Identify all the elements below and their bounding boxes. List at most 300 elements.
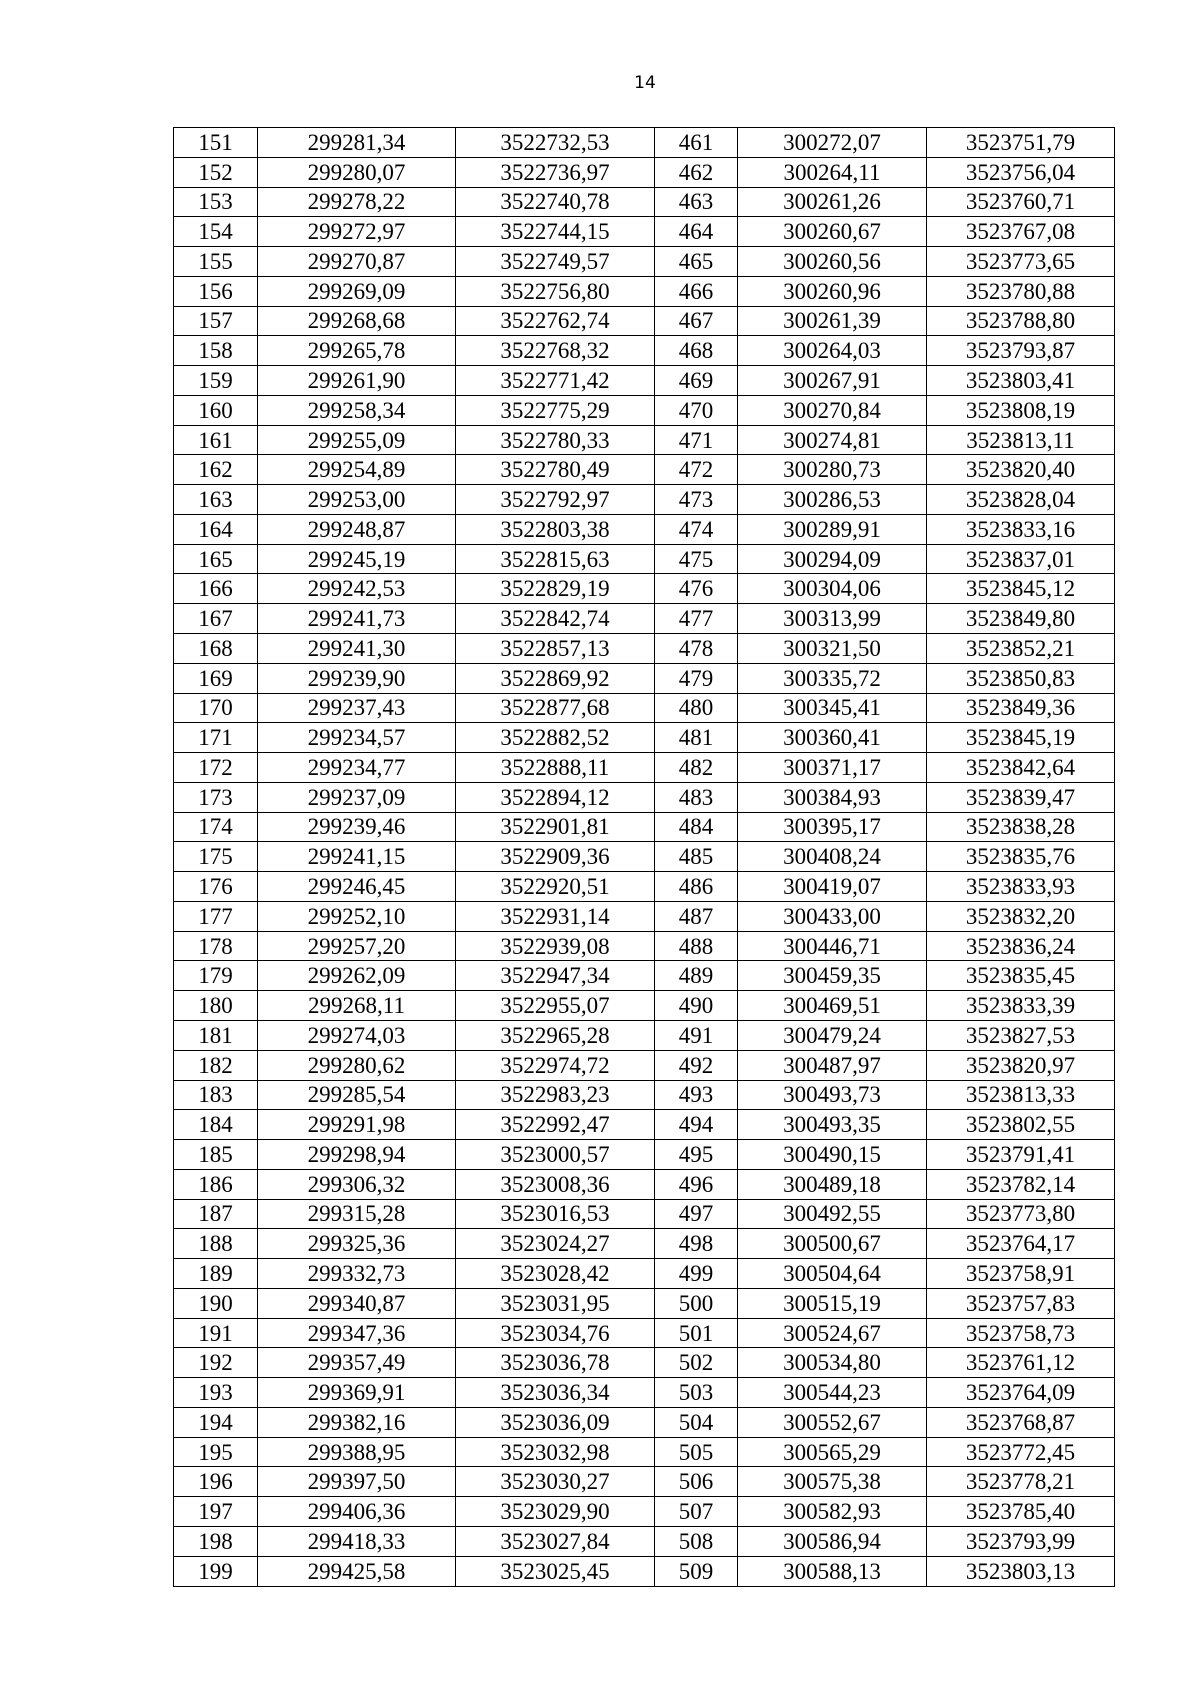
table-row	[174, 276, 1115, 306]
x-coordinate-cell: 300289,91	[738, 514, 927, 544]
x-coordinate-cell: 300294,09	[738, 544, 927, 574]
y-coordinate-cell: 3522869,92	[456, 663, 655, 693]
table-row	[174, 1229, 1115, 1259]
x-coordinate-cell: 299246,45	[258, 872, 456, 902]
y-coordinate-cell: 3523772,45	[927, 1437, 1115, 1467]
point-number-cell: 190	[174, 1288, 258, 1318]
point-number-cell: 476	[655, 574, 738, 604]
x-coordinate-cell: 299347,36	[258, 1318, 456, 1348]
point-number-cell: 500	[655, 1288, 738, 1318]
y-coordinate-cell: 3523764,17	[927, 1229, 1115, 1259]
x-coordinate-cell: 300321,50	[738, 634, 927, 664]
point-number-cell: 155	[174, 247, 258, 277]
y-coordinate-cell: 3523788,80	[927, 306, 1115, 336]
y-coordinate-cell: 3522894,12	[456, 782, 655, 812]
x-coordinate-cell: 300493,73	[738, 1080, 927, 1110]
y-coordinate-cell: 3523027,84	[456, 1526, 655, 1556]
y-coordinate-cell: 3523031,95	[456, 1288, 655, 1318]
y-coordinate-cell: 3523036,09	[456, 1407, 655, 1437]
table-row	[174, 1556, 1115, 1586]
point-number-cell: 478	[655, 634, 738, 664]
y-coordinate-cell: 3523785,40	[927, 1497, 1115, 1527]
table-row	[174, 187, 1115, 217]
x-coordinate-cell: 299418,33	[258, 1526, 456, 1556]
y-coordinate-cell: 3523768,87	[927, 1407, 1115, 1437]
x-coordinate-cell: 299253,00	[258, 485, 456, 515]
x-coordinate-cell: 300459,35	[738, 961, 927, 991]
point-number-cell: 151	[174, 128, 258, 158]
y-coordinate-cell: 3522965,28	[456, 1020, 655, 1050]
y-coordinate-cell: 3523802,55	[927, 1110, 1115, 1140]
x-coordinate-cell: 300487,97	[738, 1050, 927, 1080]
table-row	[174, 544, 1115, 574]
point-number-cell: 461	[655, 128, 738, 158]
y-coordinate-cell: 3523839,47	[927, 782, 1115, 812]
table-row	[174, 1437, 1115, 1467]
table-row	[174, 872, 1115, 902]
point-number-cell: 479	[655, 663, 738, 693]
x-coordinate-cell: 299388,95	[258, 1437, 456, 1467]
table-row	[174, 693, 1115, 723]
y-coordinate-cell: 3522882,52	[456, 723, 655, 753]
y-coordinate-cell: 3523029,90	[456, 1497, 655, 1527]
point-number-cell: 494	[655, 1110, 738, 1140]
y-coordinate-cell: 3523803,13	[927, 1556, 1115, 1586]
point-number-cell: 495	[655, 1140, 738, 1170]
x-coordinate-cell: 299269,09	[258, 276, 456, 306]
point-number-cell: 484	[655, 812, 738, 842]
x-coordinate-cell: 300280,73	[738, 455, 927, 485]
x-coordinate-cell: 300582,93	[738, 1497, 927, 1527]
y-coordinate-cell: 3522955,07	[456, 991, 655, 1021]
table-row	[174, 991, 1115, 1021]
table-row	[174, 812, 1115, 842]
table-row	[174, 455, 1115, 485]
y-coordinate-cell: 3522920,51	[456, 872, 655, 902]
point-number-cell: 492	[655, 1050, 738, 1080]
y-coordinate-cell: 3522947,34	[456, 961, 655, 991]
x-coordinate-cell: 300588,13	[738, 1556, 927, 1586]
point-number-cell: 159	[174, 366, 258, 396]
point-number-cell: 177	[174, 901, 258, 931]
y-coordinate-cell: 3523833,39	[927, 991, 1115, 1021]
table-row	[174, 366, 1115, 396]
x-coordinate-cell: 300544,23	[738, 1378, 927, 1408]
point-number-cell: 489	[655, 961, 738, 991]
y-coordinate-cell: 3523757,83	[927, 1288, 1115, 1318]
x-coordinate-cell: 299332,73	[258, 1259, 456, 1289]
point-number-cell: 503	[655, 1378, 738, 1408]
point-number-cell: 166	[174, 574, 258, 604]
x-coordinate-cell: 299258,34	[258, 395, 456, 425]
y-coordinate-cell: 3523780,88	[927, 276, 1115, 306]
y-coordinate-cell: 3522909,36	[456, 842, 655, 872]
y-coordinate-cell: 3522780,49	[456, 455, 655, 485]
y-coordinate-cell: 3523758,91	[927, 1259, 1115, 1289]
x-coordinate-cell: 299306,32	[258, 1169, 456, 1199]
point-number-cell: 487	[655, 901, 738, 931]
y-coordinate-cell: 3523028,42	[456, 1259, 655, 1289]
point-number-cell: 475	[655, 544, 738, 574]
x-coordinate-cell: 299270,87	[258, 247, 456, 277]
table-row	[174, 1110, 1115, 1140]
table-row	[174, 961, 1115, 991]
x-coordinate-cell: 299237,09	[258, 782, 456, 812]
y-coordinate-cell: 3522992,47	[456, 1110, 655, 1140]
x-coordinate-cell: 300384,93	[738, 782, 927, 812]
point-number-cell: 506	[655, 1467, 738, 1497]
point-number-cell: 491	[655, 1020, 738, 1050]
table-row	[174, 128, 1115, 158]
point-number-cell: 175	[174, 842, 258, 872]
y-coordinate-cell: 3523034,76	[456, 1318, 655, 1348]
x-coordinate-cell: 300261,39	[738, 306, 927, 336]
x-coordinate-cell: 299248,87	[258, 514, 456, 544]
point-number-cell: 198	[174, 1526, 258, 1556]
x-coordinate-cell: 300552,67	[738, 1407, 927, 1437]
y-coordinate-cell: 3523808,19	[927, 395, 1115, 425]
point-number-cell: 154	[174, 217, 258, 247]
x-coordinate-cell: 300500,67	[738, 1229, 927, 1259]
point-number-cell: 184	[174, 1110, 258, 1140]
point-number-cell: 493	[655, 1080, 738, 1110]
point-number-cell: 199	[174, 1556, 258, 1586]
table-row	[174, 901, 1115, 931]
point-number-cell: 507	[655, 1497, 738, 1527]
y-coordinate-cell: 3523756,04	[927, 157, 1115, 187]
y-coordinate-cell: 3522768,32	[456, 336, 655, 366]
y-coordinate-cell: 3523760,71	[927, 187, 1115, 217]
x-coordinate-cell: 300504,64	[738, 1259, 927, 1289]
table-row	[174, 1378, 1115, 1408]
coordinates-table	[173, 127, 1115, 1587]
y-coordinate-cell: 3523845,19	[927, 723, 1115, 753]
x-coordinate-cell: 299281,34	[258, 128, 456, 158]
y-coordinate-cell: 3523025,45	[456, 1556, 655, 1586]
point-number-cell: 174	[174, 812, 258, 842]
point-number-cell: 167	[174, 604, 258, 634]
y-coordinate-cell: 3523778,21	[927, 1467, 1115, 1497]
point-number-cell: 196	[174, 1467, 258, 1497]
x-coordinate-cell: 300360,41	[738, 723, 927, 753]
point-number-cell: 474	[655, 514, 738, 544]
y-coordinate-cell: 3522756,80	[456, 276, 655, 306]
x-coordinate-cell: 300395,17	[738, 812, 927, 842]
x-coordinate-cell: 299242,53	[258, 574, 456, 604]
y-coordinate-cell: 3523835,45	[927, 961, 1115, 991]
point-number-cell: 182	[174, 1050, 258, 1080]
y-coordinate-cell: 3523036,78	[456, 1348, 655, 1378]
point-number-cell: 490	[655, 991, 738, 1021]
x-coordinate-cell: 300274,81	[738, 425, 927, 455]
x-coordinate-cell: 299262,09	[258, 961, 456, 991]
x-coordinate-cell: 300260,67	[738, 217, 927, 247]
point-number-cell: 169	[174, 663, 258, 693]
point-number-cell: 157	[174, 306, 258, 336]
y-coordinate-cell: 3523833,93	[927, 872, 1115, 902]
x-coordinate-cell: 299252,10	[258, 901, 456, 931]
point-number-cell: 502	[655, 1348, 738, 1378]
x-coordinate-cell: 299234,77	[258, 753, 456, 783]
x-coordinate-cell: 299261,90	[258, 366, 456, 396]
point-number-cell: 160	[174, 395, 258, 425]
x-coordinate-cell: 300264,11	[738, 157, 927, 187]
x-coordinate-cell: 299285,54	[258, 1080, 456, 1110]
y-coordinate-cell: 3522732,53	[456, 128, 655, 158]
page-number: 14	[634, 73, 656, 93]
point-number-cell: 501	[655, 1318, 738, 1348]
point-number-cell: 186	[174, 1169, 258, 1199]
point-number-cell: 480	[655, 693, 738, 723]
x-coordinate-cell: 299268,11	[258, 991, 456, 1021]
x-coordinate-cell: 299237,43	[258, 693, 456, 723]
point-number-cell: 170	[174, 693, 258, 723]
y-coordinate-cell: 3523828,04	[927, 485, 1115, 515]
y-coordinate-cell: 3523036,34	[456, 1378, 655, 1408]
x-coordinate-cell: 299369,91	[258, 1378, 456, 1408]
table-row	[174, 514, 1115, 544]
table-row	[174, 1080, 1115, 1110]
point-number-cell: 173	[174, 782, 258, 812]
table-row	[174, 604, 1115, 634]
x-coordinate-cell: 299265,78	[258, 336, 456, 366]
y-coordinate-cell: 3523820,40	[927, 455, 1115, 485]
point-number-cell: 488	[655, 931, 738, 961]
point-number-cell: 187	[174, 1199, 258, 1229]
x-coordinate-cell: 299406,36	[258, 1497, 456, 1527]
table-row	[174, 1199, 1115, 1229]
point-number-cell: 469	[655, 366, 738, 396]
y-coordinate-cell: 3522974,72	[456, 1050, 655, 1080]
point-number-cell: 191	[174, 1318, 258, 1348]
point-number-cell: 508	[655, 1526, 738, 1556]
point-number-cell: 472	[655, 455, 738, 485]
table-row	[174, 1407, 1115, 1437]
y-coordinate-cell: 3523793,99	[927, 1526, 1115, 1556]
x-coordinate-cell: 299382,16	[258, 1407, 456, 1437]
y-coordinate-cell: 3523000,57	[456, 1140, 655, 1170]
x-coordinate-cell: 300270,84	[738, 395, 927, 425]
point-number-cell: 165	[174, 544, 258, 574]
y-coordinate-cell: 3522771,42	[456, 366, 655, 396]
y-coordinate-cell: 3523791,41	[927, 1140, 1115, 1170]
x-coordinate-cell: 299272,97	[258, 217, 456, 247]
point-number-cell: 477	[655, 604, 738, 634]
point-number-cell: 471	[655, 425, 738, 455]
point-number-cell: 194	[174, 1407, 258, 1437]
y-coordinate-cell: 3523835,76	[927, 842, 1115, 872]
point-number-cell: 464	[655, 217, 738, 247]
y-coordinate-cell: 3523758,73	[927, 1318, 1115, 1348]
y-coordinate-cell: 3522775,29	[456, 395, 655, 425]
y-coordinate-cell: 3523761,12	[927, 1348, 1115, 1378]
x-coordinate-cell: 300575,38	[738, 1467, 927, 1497]
x-coordinate-cell: 299340,87	[258, 1288, 456, 1318]
x-coordinate-cell: 299278,22	[258, 187, 456, 217]
point-number-cell: 195	[174, 1437, 258, 1467]
coordinates-table-body	[174, 128, 1115, 1587]
point-number-cell: 178	[174, 931, 258, 961]
y-coordinate-cell: 3523832,20	[927, 901, 1115, 931]
point-number-cell: 197	[174, 1497, 258, 1527]
point-number-cell: 185	[174, 1140, 258, 1170]
x-coordinate-cell: 299325,36	[258, 1229, 456, 1259]
x-coordinate-cell: 300264,03	[738, 336, 927, 366]
x-coordinate-cell: 299241,15	[258, 842, 456, 872]
table-row	[174, 336, 1115, 366]
point-number-cell: 168	[174, 634, 258, 664]
point-number-cell: 498	[655, 1229, 738, 1259]
point-number-cell: 504	[655, 1407, 738, 1437]
y-coordinate-cell: 3523032,98	[456, 1437, 655, 1467]
y-coordinate-cell: 3523813,11	[927, 425, 1115, 455]
point-number-cell: 482	[655, 753, 738, 783]
table-row	[174, 217, 1115, 247]
point-number-cell: 467	[655, 306, 738, 336]
y-coordinate-cell: 3522931,14	[456, 901, 655, 931]
y-coordinate-cell: 3522842,74	[456, 604, 655, 634]
table-row	[174, 1348, 1115, 1378]
point-number-cell: 152	[174, 157, 258, 187]
y-coordinate-cell: 3522877,68	[456, 693, 655, 723]
x-coordinate-cell: 299315,28	[258, 1199, 456, 1229]
x-coordinate-cell: 300586,94	[738, 1526, 927, 1556]
point-number-cell: 192	[174, 1348, 258, 1378]
x-coordinate-cell: 300534,80	[738, 1348, 927, 1378]
x-coordinate-cell: 299425,58	[258, 1556, 456, 1586]
point-number-cell: 473	[655, 485, 738, 515]
y-coordinate-cell: 3523842,64	[927, 753, 1115, 783]
point-number-cell: 481	[655, 723, 738, 753]
y-coordinate-cell: 3523016,53	[456, 1199, 655, 1229]
point-number-cell: 171	[174, 723, 258, 753]
point-number-cell: 466	[655, 276, 738, 306]
point-number-cell: 496	[655, 1169, 738, 1199]
y-coordinate-cell: 3523849,36	[927, 693, 1115, 723]
y-coordinate-cell: 3522744,15	[456, 217, 655, 247]
x-coordinate-cell: 299239,90	[258, 663, 456, 693]
x-coordinate-cell: 300469,51	[738, 991, 927, 1021]
y-coordinate-cell: 3523852,21	[927, 634, 1115, 664]
y-coordinate-cell: 3523845,12	[927, 574, 1115, 604]
x-coordinate-cell: 300492,55	[738, 1199, 927, 1229]
table-row	[174, 1467, 1115, 1497]
y-coordinate-cell: 3523820,97	[927, 1050, 1115, 1080]
x-coordinate-cell: 300313,99	[738, 604, 927, 634]
point-number-cell: 483	[655, 782, 738, 812]
point-number-cell: 176	[174, 872, 258, 902]
y-coordinate-cell: 3522939,08	[456, 931, 655, 961]
x-coordinate-cell: 300345,41	[738, 693, 927, 723]
point-number-cell: 497	[655, 1199, 738, 1229]
y-coordinate-cell: 3523837,01	[927, 544, 1115, 574]
y-coordinate-cell: 3523773,80	[927, 1199, 1115, 1229]
x-coordinate-cell: 299280,07	[258, 157, 456, 187]
y-coordinate-cell: 3523850,83	[927, 663, 1115, 693]
point-number-cell: 158	[174, 336, 258, 366]
y-coordinate-cell: 3522815,63	[456, 544, 655, 574]
table-row	[174, 395, 1115, 425]
table-row	[174, 574, 1115, 604]
x-coordinate-cell: 299254,89	[258, 455, 456, 485]
x-coordinate-cell: 300493,35	[738, 1110, 927, 1140]
point-number-cell: 486	[655, 872, 738, 902]
point-number-cell: 465	[655, 247, 738, 277]
x-coordinate-cell: 299397,50	[258, 1467, 456, 1497]
y-coordinate-cell: 3523833,16	[927, 514, 1115, 544]
point-number-cell: 153	[174, 187, 258, 217]
table-row	[174, 1050, 1115, 1080]
table-row	[174, 782, 1115, 812]
x-coordinate-cell: 300515,19	[738, 1288, 927, 1318]
y-coordinate-cell: 3523793,87	[927, 336, 1115, 366]
y-coordinate-cell: 3523764,09	[927, 1378, 1115, 1408]
x-coordinate-cell: 300304,06	[738, 574, 927, 604]
y-coordinate-cell: 3522792,97	[456, 485, 655, 515]
point-number-cell: 179	[174, 961, 258, 991]
y-coordinate-cell: 3523803,41	[927, 366, 1115, 396]
table-row	[174, 723, 1115, 753]
y-coordinate-cell: 3523782,14	[927, 1169, 1115, 1199]
x-coordinate-cell: 300565,29	[738, 1437, 927, 1467]
point-number-cell: 468	[655, 336, 738, 366]
point-number-cell: 462	[655, 157, 738, 187]
x-coordinate-cell: 299245,19	[258, 544, 456, 574]
x-coordinate-cell: 300419,07	[738, 872, 927, 902]
x-coordinate-cell: 300335,72	[738, 663, 927, 693]
point-number-cell: 463	[655, 187, 738, 217]
x-coordinate-cell: 299255,09	[258, 425, 456, 455]
point-number-cell: 180	[174, 991, 258, 1021]
x-coordinate-cell: 299298,94	[258, 1140, 456, 1170]
table-row	[174, 157, 1115, 187]
x-coordinate-cell: 300524,67	[738, 1318, 927, 1348]
y-coordinate-cell: 3523008,36	[456, 1169, 655, 1199]
x-coordinate-cell: 300479,24	[738, 1020, 927, 1050]
x-coordinate-cell: 300433,00	[738, 901, 927, 931]
x-coordinate-cell: 300371,17	[738, 753, 927, 783]
table-row	[174, 1140, 1115, 1170]
y-coordinate-cell: 3523030,27	[456, 1467, 655, 1497]
x-coordinate-cell: 299268,68	[258, 306, 456, 336]
x-coordinate-cell: 299291,98	[258, 1110, 456, 1140]
point-number-cell: 183	[174, 1080, 258, 1110]
y-coordinate-cell: 3522901,81	[456, 812, 655, 842]
x-coordinate-cell: 300260,96	[738, 276, 927, 306]
x-coordinate-cell: 300490,15	[738, 1140, 927, 1170]
table-row	[174, 425, 1115, 455]
y-coordinate-cell: 3522829,19	[456, 574, 655, 604]
table-row	[174, 1288, 1115, 1318]
y-coordinate-cell: 3522749,57	[456, 247, 655, 277]
y-coordinate-cell: 3522740,78	[456, 187, 655, 217]
point-number-cell: 161	[174, 425, 258, 455]
point-number-cell: 193	[174, 1378, 258, 1408]
y-coordinate-cell: 3522857,13	[456, 634, 655, 664]
x-coordinate-cell: 300272,07	[738, 128, 927, 158]
table-row	[174, 753, 1115, 783]
x-coordinate-cell: 299280,62	[258, 1050, 456, 1080]
point-number-cell: 189	[174, 1259, 258, 1289]
table-row	[174, 247, 1115, 277]
x-coordinate-cell: 300267,91	[738, 366, 927, 396]
point-number-cell: 499	[655, 1259, 738, 1289]
x-coordinate-cell: 299357,49	[258, 1348, 456, 1378]
y-coordinate-cell: 3523827,53	[927, 1020, 1115, 1050]
y-coordinate-cell: 3523849,80	[927, 604, 1115, 634]
point-number-cell: 163	[174, 485, 258, 515]
x-coordinate-cell: 300261,26	[738, 187, 927, 217]
